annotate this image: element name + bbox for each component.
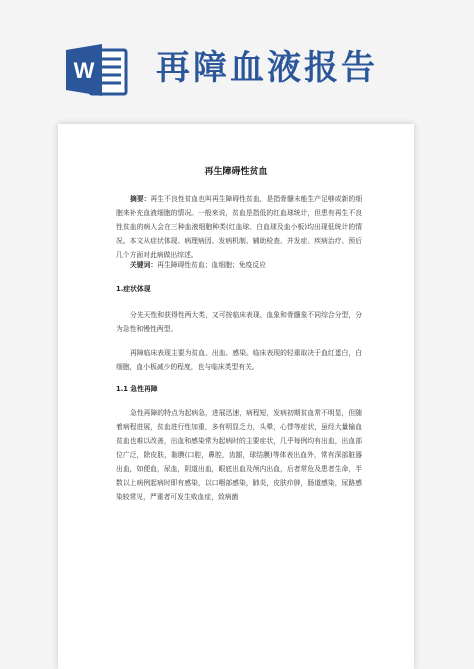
- paragraph: 再障临床表现主要为贫血、出血、感染。临床表现的轻重取决于血红蛋白，白细胞，血小板减少的程度，也与临床类型有关。: [116, 349, 362, 371]
- page-fade: [58, 589, 414, 669]
- word-logo-letter: W: [73, 58, 95, 83]
- keywords-text: 再生障碍性贫血；血细胞；免疫反应: [157, 261, 266, 269]
- word-icon: [66, 42, 128, 98]
- abstract-paragraph: [116, 192, 362, 262]
- paragraph: 分先天性和获得性两大类，又可按临床表现、血象和骨髓象不同综合分型，分为急性和慢性两型。: [116, 311, 362, 333]
- abstract-label: 摘要：: [130, 195, 151, 203]
- subsection-heading: 1.1 急性再障: [116, 385, 158, 393]
- keywords-label: 关键词：: [130, 261, 158, 269]
- section-heading: 1.症状体现: [116, 285, 151, 293]
- keywords-paragraph: [116, 258, 362, 272]
- abstract-text: 再生不良性贫血也叫再生障碍性贫血，是指骨髓未能生产足够或新的细胞来补充血液细胞的情况。一般来说，贫血是指低的红血球统计，但患有再生不良性贫血的病人会在三种血液细胞种类(红血球、白血球及血小板)均出现低统计的情况。本文从症状体现、病理病因、发病机制、辅助检查、并发症、疾病治疗、预后几个方面对此病做出综述。: [116, 195, 363, 259]
- document-title: 再生障碍性贫血: [204, 167, 268, 177]
- document-page: [58, 124, 414, 669]
- header-banner: [0, 0, 474, 100]
- paragraph: 急性再障的特点为起病急，进展迅速，病程短，发病初期贫血常不明显，但随着病程进展，贫血进行性加重，多有明显乏力，头晕，心悸等症状，虽经大量输血贫血也难以改善，出血和感染常为起病时的主要症状，几乎每例均有出血，出血部位广泛，除皮肤，黏膜(口腔，鼻腔，齿龈，球结膜)等体表出血外，常有深部脏器出血，如便血，尿血，阴道出血，眼底出血及颅内出血，后者常危及患者生命，半数以上病例起病时即有感染，以口咽部感染，肺炎，皮肤疖肿，肠道感染，尿路感染较常见，严重者可发生败血症，致病菌: [116, 409, 362, 501]
- page-title: 再障血液报告: [156, 48, 378, 88]
